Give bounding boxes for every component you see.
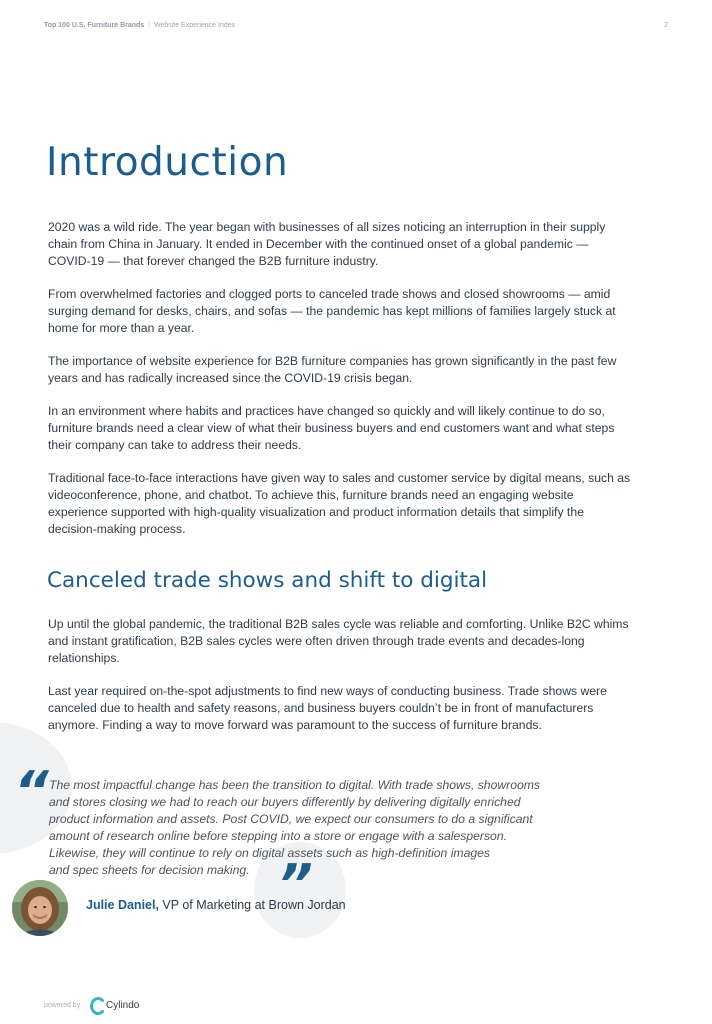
logo-wordmark: Cylindo [106, 1000, 140, 1011]
quote-line: amount of research online before stepping into a store or engage with a salesperson. [49, 828, 507, 843]
quote-line: product information and assets. Post COVID, we expect our consumers to do a significant [49, 811, 533, 826]
intro-body [48, 219, 633, 554]
header-brand: Top 100 U.S. Furniture Brands [44, 22, 145, 29]
close-quote-icon: ” [278, 853, 309, 916]
quote-line: Likewise, they will continue to rely on digital assets such as high-definition images [49, 845, 491, 860]
section-heading: Canceled trade shows and shift to digital [47, 568, 488, 593]
page-title: Introduction [46, 140, 289, 185]
header-subtitle: Website Experience Index [153, 22, 236, 29]
open-quote-icon: “ [14, 760, 45, 823]
quote-line: and spec sheets for decision making. [49, 862, 250, 877]
section-paragraph: Up until the global pandemic, the traditional B2B sales cycle was reliable and comforting. Unlike B2C whims and instant gratification, B2B sales cycles were often driven through trade events and decades-long relationships. [48, 617, 629, 665]
pull-quote [49, 777, 634, 878]
author-name: Julie Daniel, [86, 898, 159, 912]
avatar [12, 880, 68, 936]
author-title: VP of Marketing at Brown Jordan [158, 898, 346, 912]
quote-line: and stores closing we had to reach our buyers differently by delivering digitally enriched [49, 794, 521, 809]
quote-attribution [86, 898, 346, 912]
section-paragraph: Last year required on-the-spot adjustments to find new ways of conducting business. Trade shows were canceled due to health and safety reasons, and business buyers couldn’t be in front of manufacturers anymore. Finding a way to move forward was paramount to the success of furniture brands. [48, 683, 607, 732]
header-separator: | [148, 22, 150, 29]
intro-paragraph: Traditional face-to-face interactions have given way to sales and customer service by digital means, such as videoconference, phone, and chatbot. To achieve this, furniture brands need an engaging website experience supported with high-quality visualization and product information details that simplify the decision-making process. [48, 471, 631, 536]
section-body [48, 616, 633, 750]
page-header [44, 22, 668, 36]
intro-paragraph: From overwhelmed factories and clogged ports to canceled trade shows and closed showrooms — amid surging demand for desks, chairs, and sofas — the pandemic has kept millions of families largely stuck at home for more than a year. [48, 286, 616, 335]
cylindo-logo-icon [90, 996, 106, 1016]
page-number: 2 [664, 22, 668, 29]
powered-by-label: powered by [44, 1002, 81, 1009]
intro-paragraph: In an environment where habits and practices have changed so quickly and will likely continue to do so, furniture brands need a clear view of what their business buyers and end customers want and what steps their company can take to address their needs. [48, 404, 615, 452]
intro-paragraph: 2020 was a wild ride. The year began with businesses of all sizes noticing an interruption in their supply chain from China in January. It ended in December with the continued onset of a global pandemic — COVID-19 — that forever changed the B2B furniture industry. [48, 220, 606, 268]
avatar-portrait-icon [12, 880, 68, 936]
intro-paragraph: The importance of website experience for B2B furniture companies has grown significantly in the past few years and has radically increased since the COVID-19 crisis began. [48, 353, 617, 385]
quote-line: The most impactful change has been the transition to digital. With trade shows, showrooms [49, 778, 541, 792]
